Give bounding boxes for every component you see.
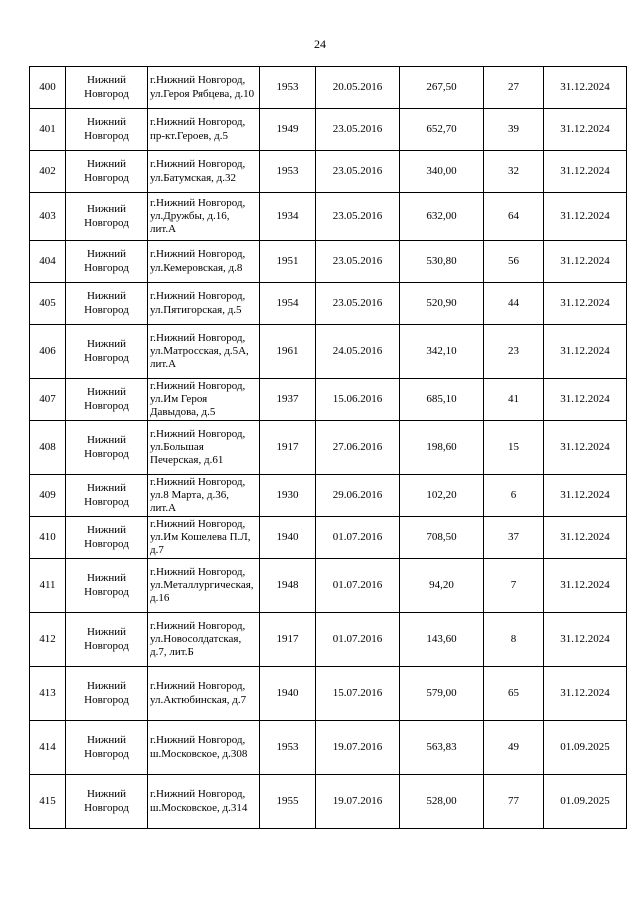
residents-count-cell: 44 (484, 283, 544, 325)
table-row (30, 241, 627, 283)
area-cell: 102,20 (400, 475, 484, 517)
date-cell: 15.06.2016 (316, 379, 400, 421)
area-cell: 530,80 (400, 241, 484, 283)
deadline-cell: 31.12.2024 (544, 109, 627, 151)
deadline-cell: 31.12.2024 (544, 379, 627, 421)
build-year-cell: 1953 (260, 721, 316, 775)
residents-count-cell: 39 (484, 109, 544, 151)
build-year-cell: 1940 (260, 517, 316, 559)
address-cell: г.Нижний Новгород, ул.Большая Печерская, д.61 (148, 421, 260, 475)
address-cell: г.Нижний Новгород, пр-кт.Героев, д.5 (148, 109, 260, 151)
table-row (30, 721, 627, 775)
date-cell: 24.05.2016 (316, 325, 400, 379)
address-cell: г.Нижний Новгород, ш.Московское, д.308 (148, 721, 260, 775)
city-cell: Нижний Новгород (66, 241, 148, 283)
address-cell: г.Нижний Новгород, ул.Матросская, д.5А, лит.А (148, 325, 260, 379)
row-number: 401 (30, 109, 66, 151)
date-cell: 20.05.2016 (316, 67, 400, 109)
residents-count-cell: 37 (484, 517, 544, 559)
build-year-cell: 1953 (260, 67, 316, 109)
city-cell: Нижний Новгород (66, 193, 148, 241)
build-year-cell: 1953 (260, 151, 316, 193)
area-cell: 708,50 (400, 517, 484, 559)
page-number: 24 (314, 37, 326, 51)
address-cell: г.Нижний Новгород, ул.Актюбинская, д.7 (148, 667, 260, 721)
table-row (30, 109, 627, 151)
area-cell: 520,90 (400, 283, 484, 325)
row-number: 409 (30, 475, 66, 517)
date-cell: 23.05.2016 (316, 241, 400, 283)
date-cell: 19.07.2016 (316, 775, 400, 829)
area-cell: 528,00 (400, 775, 484, 829)
area-cell: 198,60 (400, 421, 484, 475)
date-cell: 01.07.2016 (316, 613, 400, 667)
date-cell: 19.07.2016 (316, 721, 400, 775)
build-year-cell: 1954 (260, 283, 316, 325)
date-cell: 27.06.2016 (316, 421, 400, 475)
deadline-cell: 31.12.2024 (544, 667, 627, 721)
row-number: 411 (30, 559, 66, 613)
residents-count-cell: 56 (484, 241, 544, 283)
deadline-cell: 31.12.2024 (544, 613, 627, 667)
city-cell: Нижний Новгород (66, 775, 148, 829)
area-cell: 94,20 (400, 559, 484, 613)
residents-count-cell: 6 (484, 475, 544, 517)
address-cell: г.Нижний Новгород, ул.Им Кошелева П.Л, д.7 (148, 517, 260, 559)
table-row (30, 193, 627, 241)
city-cell: Нижний Новгород (66, 475, 148, 517)
table-row (30, 667, 627, 721)
area-cell: 579,00 (400, 667, 484, 721)
residents-count-cell: 64 (484, 193, 544, 241)
area-cell: 143,60 (400, 613, 484, 667)
deadline-cell: 31.12.2024 (544, 193, 627, 241)
residents-count-cell: 41 (484, 379, 544, 421)
build-year-cell: 1937 (260, 379, 316, 421)
date-cell: 29.06.2016 (316, 475, 400, 517)
city-cell: Нижний Новгород (66, 151, 148, 193)
city-cell: Нижний Новгород (66, 559, 148, 613)
residents-count-cell: 23 (484, 325, 544, 379)
row-number: 404 (30, 241, 66, 283)
table-row (30, 67, 627, 109)
address-cell: г.Нижний Новгород, ул.Кемеровская, д.8 (148, 241, 260, 283)
city-cell: Нижний Новгород (66, 109, 148, 151)
row-number: 407 (30, 379, 66, 421)
build-year-cell: 1955 (260, 775, 316, 829)
address-cell: г.Нижний Новгород, ул.Дружбы, д.16, лит.А (148, 193, 260, 241)
table-row (30, 151, 627, 193)
area-cell: 652,70 (400, 109, 484, 151)
address-cell: г.Нижний Новгород, ул.Батумская, д.32 (148, 151, 260, 193)
residents-count-cell: 32 (484, 151, 544, 193)
row-number: 414 (30, 721, 66, 775)
city-cell: Нижний Новгород (66, 613, 148, 667)
address-cell: г.Нижний Новгород, ул.Пятигорская, д.5 (148, 283, 260, 325)
row-number: 410 (30, 517, 66, 559)
city-cell: Нижний Новгород (66, 325, 148, 379)
deadline-cell: 31.12.2024 (544, 421, 627, 475)
residents-count-cell: 49 (484, 721, 544, 775)
date-cell: 01.07.2016 (316, 559, 400, 613)
build-year-cell: 1961 (260, 325, 316, 379)
row-number: 400 (30, 67, 66, 109)
housing-registry-table (29, 66, 627, 829)
residents-count-cell: 8 (484, 613, 544, 667)
area-cell: 267,50 (400, 67, 484, 109)
deadline-cell: 31.12.2024 (544, 559, 627, 613)
row-number: 408 (30, 421, 66, 475)
city-cell: Нижний Новгород (66, 421, 148, 475)
build-year-cell: 1917 (260, 613, 316, 667)
deadline-cell: 31.12.2024 (544, 517, 627, 559)
area-cell: 563,83 (400, 721, 484, 775)
area-cell: 632,00 (400, 193, 484, 241)
row-number: 405 (30, 283, 66, 325)
date-cell: 23.05.2016 (316, 193, 400, 241)
date-cell: 23.05.2016 (316, 109, 400, 151)
table-row (30, 559, 627, 613)
residents-count-cell: 65 (484, 667, 544, 721)
deadline-cell: 31.12.2024 (544, 151, 627, 193)
table-row (30, 283, 627, 325)
residents-count-cell: 77 (484, 775, 544, 829)
row-number: 403 (30, 193, 66, 241)
build-year-cell: 1917 (260, 421, 316, 475)
date-cell: 23.05.2016 (316, 283, 400, 325)
address-cell: г.Нижний Новгород, ул.Героя Рябцева, д.10 (148, 67, 260, 109)
build-year-cell: 1951 (260, 241, 316, 283)
residents-count-cell: 7 (484, 559, 544, 613)
deadline-cell: 31.12.2024 (544, 325, 627, 379)
area-cell: 342,10 (400, 325, 484, 379)
build-year-cell: 1934 (260, 193, 316, 241)
table-row (30, 325, 627, 379)
table-row (30, 775, 627, 829)
residents-count-cell: 27 (484, 67, 544, 109)
city-cell: Нижний Новгород (66, 667, 148, 721)
deadline-cell: 01.09.2025 (544, 775, 627, 829)
build-year-cell: 1949 (260, 109, 316, 151)
table-row (30, 517, 627, 559)
build-year-cell: 1940 (260, 667, 316, 721)
city-cell: Нижний Новгород (66, 67, 148, 109)
address-cell: г.Нижний Новгород, ш.Московское, д.314 (148, 775, 260, 829)
row-number: 413 (30, 667, 66, 721)
city-cell: Нижний Новгород (66, 283, 148, 325)
deadline-cell: 31.12.2024 (544, 283, 627, 325)
deadline-cell: 31.12.2024 (544, 241, 627, 283)
address-cell: г.Нижний Новгород, ул.Новосолдатская, д.7, лит.Б (148, 613, 260, 667)
date-cell: 15.07.2016 (316, 667, 400, 721)
area-cell: 685,10 (400, 379, 484, 421)
row-number: 402 (30, 151, 66, 193)
build-year-cell: 1948 (260, 559, 316, 613)
address-cell: г.Нижний Новгород, ул.8 Марта, д.36, лит.А (148, 475, 260, 517)
table-row (30, 421, 627, 475)
date-cell: 23.05.2016 (316, 151, 400, 193)
city-cell: Нижний Новгород (66, 517, 148, 559)
address-cell: г.Нижний Новгород, ул.Им Героя Давыдова, д.5 (148, 379, 260, 421)
city-cell: Нижний Новгород (66, 721, 148, 775)
deadline-cell: 01.09.2025 (544, 721, 627, 775)
address-cell: г.Нижний Новгород, ул.Металлургическая, д.16 (148, 559, 260, 613)
city-cell: Нижний Новгород (66, 379, 148, 421)
deadline-cell: 31.12.2024 (544, 67, 627, 109)
table-row (30, 475, 627, 517)
area-cell: 340,00 (400, 151, 484, 193)
deadline-cell: 31.12.2024 (544, 475, 627, 517)
row-number: 412 (30, 613, 66, 667)
table-row (30, 613, 627, 667)
residents-count-cell: 15 (484, 421, 544, 475)
date-cell: 01.07.2016 (316, 517, 400, 559)
table-row (30, 379, 627, 421)
build-year-cell: 1930 (260, 475, 316, 517)
row-number: 415 (30, 775, 66, 829)
row-number: 406 (30, 325, 66, 379)
